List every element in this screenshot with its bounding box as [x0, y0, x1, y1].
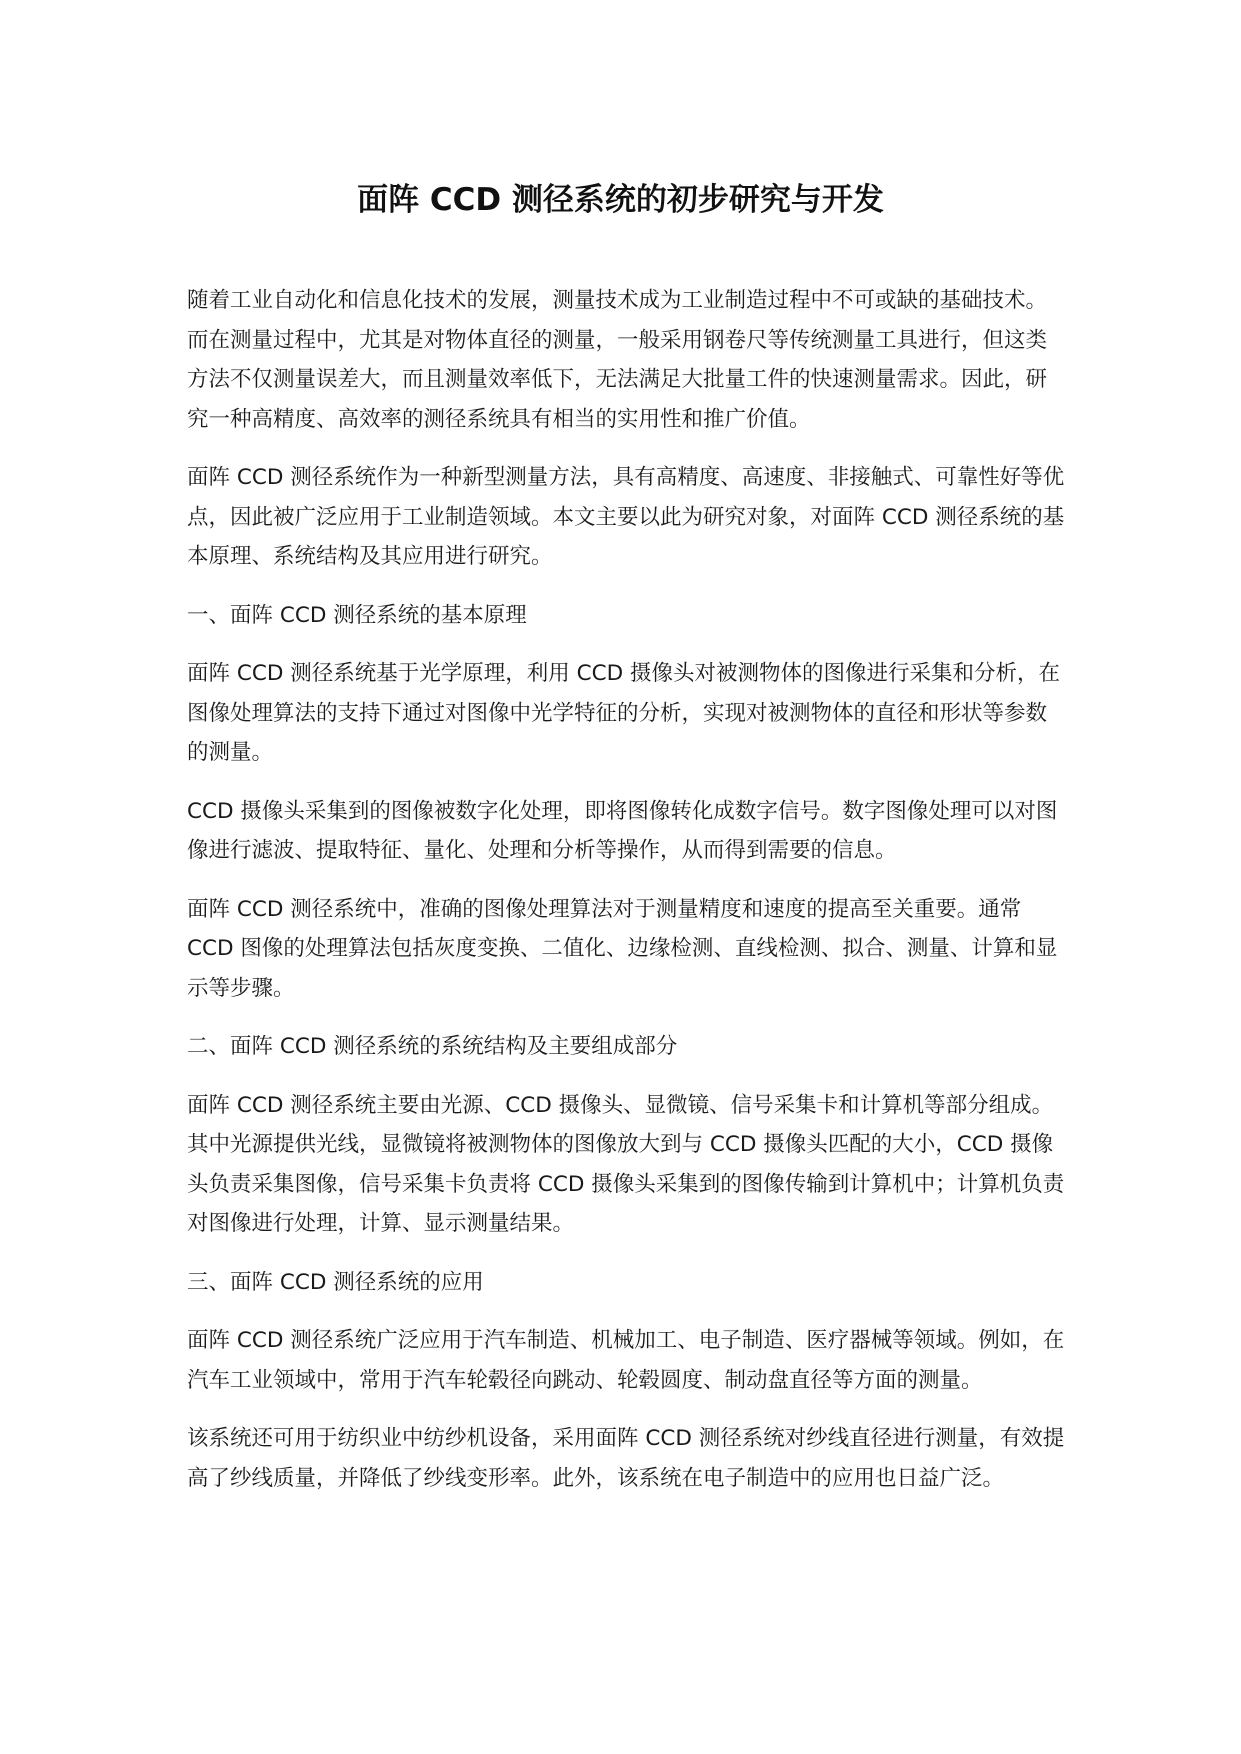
paragraph-structure: 面阵 CCD 测径系统主要由光源、CCD 摄像头、显微镜、信号采集卡和计算机等部分组成。其中光源提供光线，显微镜将被测物体的图像放大到与 CCD 摄像头匹配的大小，CCD 摄像头负责采集图像，信号采集卡负责将 CCD 摄像头采集到的图像传输到计算机中；计算机负责对图像进行处理，计算、显示测量结果。	[187, 1092, 1065, 1236]
section-heading-principle: 一、面阵 CCD 测径系统的基本原理	[187, 602, 527, 628]
paragraph-application-1: 面阵 CCD 测径系统广泛应用于汽车制造、机械加工、电子制造、医疗器械等领域。例如，在汽车工业领域中，常用于汽车轮毂径向跳动、轮毂圆度、制动盘直径等方面的测量。	[187, 1328, 1065, 1393]
paragraph-overview: 面阵 CCD 测径系统作为一种新型测量方法，具有高精度、高速度、非接触式、可靠性好等优点，因此被广泛应用于工业制造领域。本文主要以此为研究对象，对面阵 CCD 测径系统的基本原理、系统结构及其应用进行研究。	[187, 465, 1065, 569]
section-heading-structure: 二、面阵 CCD 测径系统的系统结构及主要组成部分	[187, 1034, 678, 1059]
paragraph-application-2: 该系统还可用于纺织业中纺纱机设备，采用面阵 CCD 测径系统对纱线直径进行测量，有效提高了纱线质量，并降低了纱线变形率。此外，该系统在电子制造中的应用也日益广泛。	[187, 1426, 1065, 1491]
paragraph-principle-3: 面阵 CCD 测径系统中，准确的图像处理算法对于测量精度和速度的提高至关重要。通常 CCD 图像的处理算法包括灰度变换、二值化、边缘检测、直线检测、拟合、测量、计算和显示等步骤。	[187, 896, 1058, 1001]
document-title: 面阵 CCD 测径系统的初步研究与开发	[357, 182, 884, 218]
paragraph-intro: 随着工业自动化和信息化技术的发展，测量技术成为工业制造过程中不可或缺的基础技术。而在测量过程中，尤其是对物体直径的测量，一般采用钢卷尺等传统测量工具进行，但这类方法不仅测量误差大，而且测量效率低下，无法满足大批量工件的快速测量需求。因此，研究一种高精度、高效率的测径系统具有相当的实用性和推广价值。	[187, 288, 1048, 432]
document-body	[187, 281, 1067, 1517]
section-heading-application: 三、面阵 CCD 测径系统的应用	[187, 1269, 484, 1295]
paragraph-principle-2: CCD 摄像头采集到的图像被数字化处理，即将图像转化成数字信号。数字图像处理可以对图像进行滤波、提取特征、量化、处理和分析等操作，从而得到需要的信息。	[187, 798, 1058, 863]
paragraph-principle-1: 面阵 CCD 测径系统基于光学原理，利用 CCD 摄像头对被测物体的图像进行采集和分析，在图像处理算法的支持下通过对图像中光学特征的分析，实现对被测物体的直径和形状等参数的测量。	[187, 661, 1061, 765]
